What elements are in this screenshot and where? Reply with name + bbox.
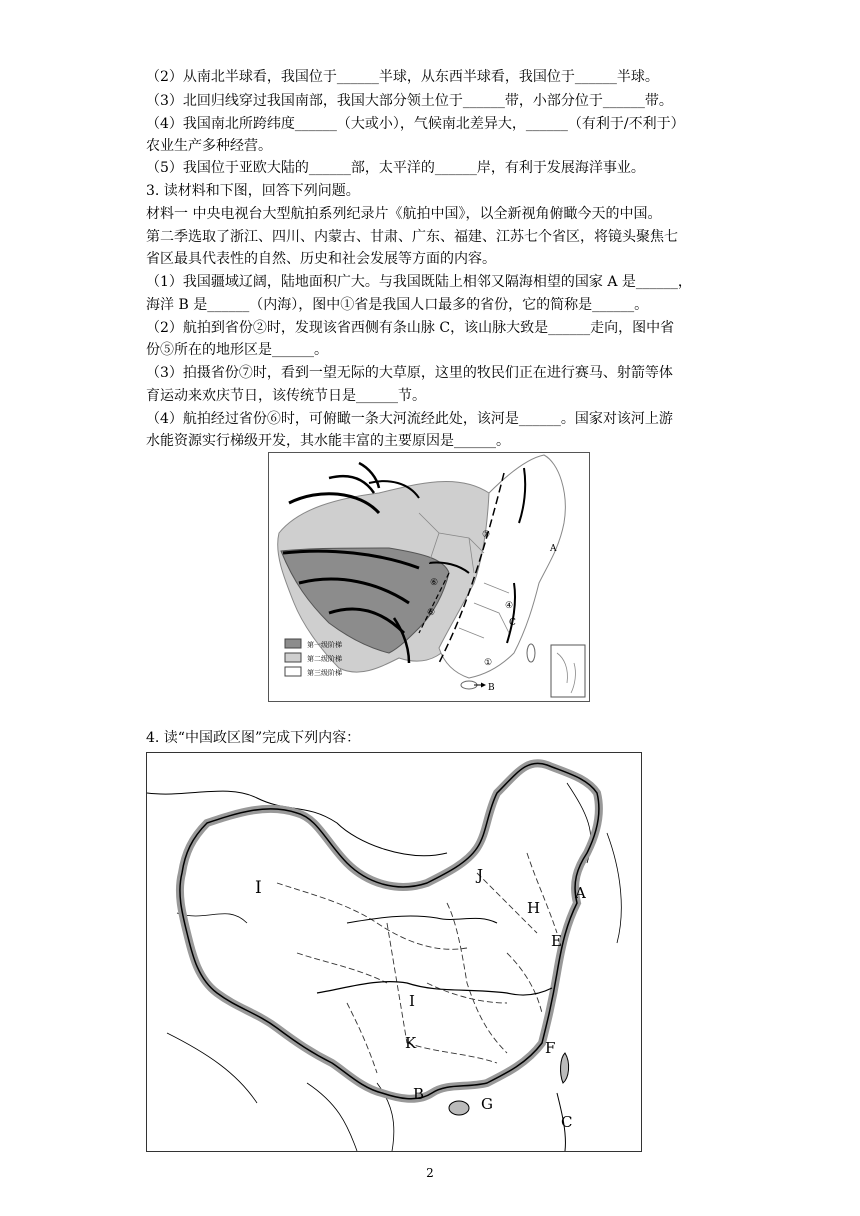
- question-4-title: 4. 读“中国政区图”完成下列内容：: [146, 730, 361, 746]
- text-line: （3）北回归线穿过我国南部，我国大部分领土位于______带，小部分位于______带。: [146, 93, 673, 109]
- legend-label: 第二级阶梯: [307, 655, 342, 663]
- map-label-province-7: ⑦: [482, 530, 491, 540]
- map-label-f: F: [545, 1039, 556, 1057]
- text-line: 省区最具代表性的自然、历史和社会发展等方面的内容。: [146, 251, 496, 267]
- legend-label: 第三级阶梯: [307, 669, 342, 677]
- map-label-j: J: [477, 866, 484, 884]
- map-label-c: C: [509, 618, 516, 628]
- text-line: 材料一 中央电视台大型航拍系列纪录片《航拍中国》，以全新视角俯瞰今天的中国。: [146, 206, 662, 222]
- map-label-a: A: [550, 544, 557, 554]
- terrain-map: [268, 452, 590, 702]
- text-line: 海洋 B 是______（内海），图中①省是我国人口最多的省份，它的简称是______。: [146, 297, 649, 313]
- map-label-b: B: [413, 1085, 425, 1103]
- text-line: 育运动来欢庆节日，该传统节日是______节。: [146, 388, 426, 404]
- political-map: [146, 752, 642, 1152]
- text-line: 第二季选取了浙江、四川、内蒙古、甘肃、广东、福建、江苏七个省区，将镜头聚焦七: [146, 229, 678, 245]
- map-label-e: E: [551, 932, 562, 950]
- text-line: 农业生产多种经营。: [146, 138, 272, 154]
- map-label-h: H: [527, 899, 541, 917]
- map-legend: [285, 639, 342, 677]
- text-line: 水能资源实行梯级开发，其水能丰富的主要原因是______。: [146, 433, 510, 449]
- text-line: （4）航拍经过省份⑥时，可俯瞰一条大河流经此处，该河是______。国家对该河上游: [146, 411, 673, 427]
- map-label-province-4: ④: [505, 601, 514, 611]
- map-label-i-west: I: [255, 878, 262, 898]
- text-line: （2）航拍到省份②时，发现该省西侧有条山脉 C，该山脉大致是______走向，图中省: [146, 320, 675, 336]
- text-line: （1）我国疆域辽阔，陆地面积广大。与我国既陆上相邻又隔海相望的国家 A 是______，: [146, 274, 692, 290]
- page-number: 2: [426, 1166, 434, 1180]
- map-label-g: G: [481, 1095, 493, 1113]
- map-label-k: K: [405, 1034, 417, 1052]
- map-label-a: A: [575, 884, 586, 902]
- question-3-title: 3. 读材料和下图，回答下列问题。: [146, 183, 360, 199]
- text-line: （2）从南北半球看，我国位于______半球，从东西半球看，我国位于______半球。: [146, 69, 659, 85]
- text-line: 份⑤所在的地形区是______。: [146, 342, 328, 358]
- map-label-province-6: ⑥: [430, 578, 439, 588]
- map-label-province-5: ⑤: [427, 608, 436, 618]
- map-label-c: C: [561, 1113, 573, 1131]
- map-label-province-1: ①: [484, 658, 493, 668]
- text-line: （4）我国南北所跨纬度______（大或小），气候南北差异大，______（有利于/不利于）: [146, 116, 685, 132]
- text-line: （5）我国位于亚欧大陆的______部，太平洋的______岸，有利于发展海洋事业。: [146, 160, 645, 176]
- legend-label: 第一级阶梯: [307, 641, 342, 649]
- text-line: （3）拍摄省份⑦时，看到一望无际的大草原，这里的牧民们正在进行赛马、射箭等体: [146, 365, 673, 381]
- map-label-b: B: [488, 683, 495, 693]
- map-label-i-center: I: [409, 992, 415, 1010]
